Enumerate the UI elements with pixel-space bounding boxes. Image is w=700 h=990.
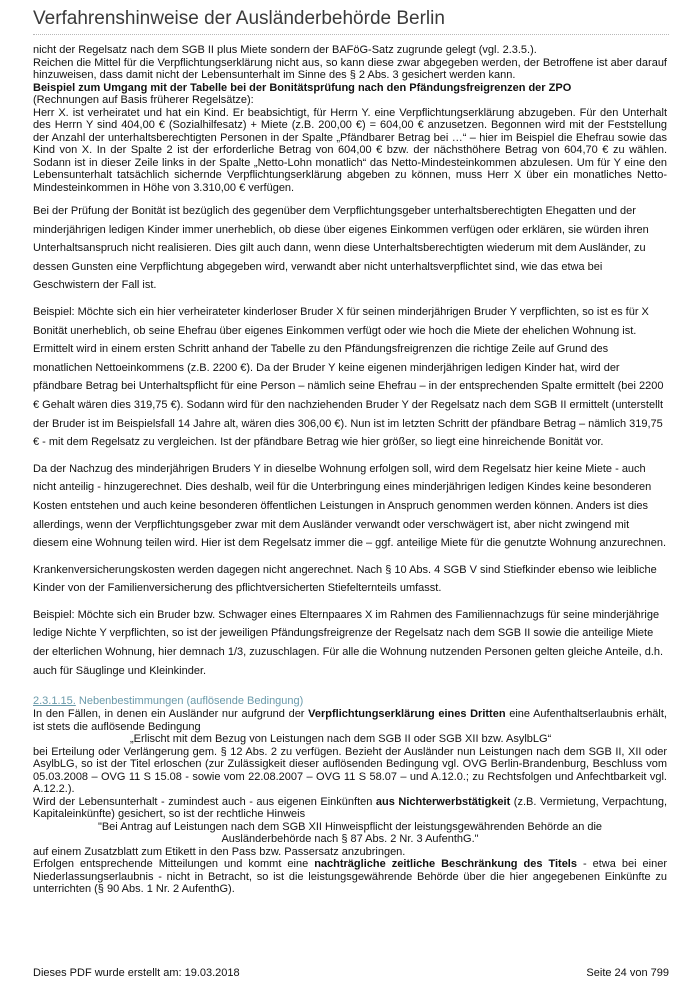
section-title: Nebenbestimmungen (auflösende Bedingung) [75, 695, 304, 708]
text-paragraph: Reichen die Mittel für die Verpflichtungserklärung nicht aus, so kann diese zwar abgegeben werden, der Betroffene ist aber darauf hinzuweisen, dass damit nicht der Lebensunterhalt im Sinne des § 2 Abs. 3 gesichert werden kann. [33, 56, 667, 81]
body-paragraph: Beispiel: Möchte sich ein hier verheirateter kinderloser Bruder X für seinen minderjährigen Bruder Y verpflichten, so ist es für X Bonität unerheblich, ob seine Ehefrau über eigenes Einkommen verfügt oder wie hoch die Miete der ehelichen Wohnung ist. Ermittelt wird in einem ersten Schritt anhand der Tabelle zu den Pfändungsfreigrenzen die richtige Zeile auf Grund des monatlichen Nettoeinkommens (z.B. 2200 €). Da der Bruder Y keine eigenen minderjährigen ledigen Kinder hat, wird der pfändbare Betrag bei Unterhaltspflicht für eine Person – nämlich seine Ehefrau – in der entsprechenden Spalte ermittelt (bei 2200 € Gehalt wären dies 319,75 €). Sodann wird für den nachziehenden Bruder Y der Regelsatz nach dem SGB II ermittelt (unterstellt der Bruder ist im Beispielsfall 14 Jahre alt, wären dies 306,00 €). Nun ist im letzten Schritt der pfändbare Betrag – nämlich 319,75 € - mit dem Regelsatz zu vergleichen. Ist der pfändbare Betrag wie hier größer, so liegt eine hinreichende Bonität vor. [33, 305, 664, 449]
text-run: (z.B. Vermietung, Verpachtung, Kapitaleinkünfte) gesichert, so ist der rechtliche Hinweis [33, 795, 668, 821]
section-number-link[interactable]: 2.3.1.15. [33, 695, 76, 708]
document-body [33, 44, 667, 896]
text-run: - etwa bei einer Niederlassungserlaubnis - nicht in Betracht, so ist die leistungsgewährende Behörde über die hier angegebenen Einkünfte zu unterrichten (§ 90 Abs. 1 Nr. 2 AufenthG). [33, 858, 667, 896]
body-paragraph: Beispiel: Möchte sich ein Bruder bzw. Schwager eines Elternpaares X im Rahmen des Familiennachzugs für seine minderjährige ledige Nichte Y verpflichten, so ist der jeweiligen Pfändungsfreigrenze der Regelsatz nach dem SGB II sowie die anteilige Miete der elterlichen Wohnung, hier demnach 1/3, zuzuschlagen. Für alle die Wohnung nutzenden Personen gelten gleiche Anteile, d.h. auch für Säuglinge und Kleinkinder. [33, 608, 664, 677]
notice-quote: "Bei Antrag auf Leistungen nach dem SGB XII Hinweispflicht der leistungsgewährenden Behörde an die Ausländerbehörde nach § 87 Abs. 2 Nr. 3 AufenthG." [97, 820, 603, 846]
condition-quote: „Erlischt mit dem Bezug von Leistungen nach dem SGB II oder SGB XII bzw. AsylbLG“ [130, 733, 552, 746]
section-heading[interactable] [33, 694, 667, 708]
page-title: Verfahrenshinweise der Ausländerbehörde Berlin [33, 8, 445, 29]
section-paragraph [33, 858, 667, 896]
creation-date: Dieses PDF wurde erstellt am: 19.03.2018 [33, 967, 240, 979]
text-run: In den Fällen, in denen ein Ausländer nur aufgrund der [33, 708, 309, 721]
section-paragraph: auf einem Zusatzblatt zum Etikett in den Pass bzw. Passersatz anzubringen. [33, 845, 406, 858]
page-number: Seite 24 von 799 [586, 967, 669, 979]
bold-text-run: nachträgliche zeitliche Beschränkung des Titels [314, 858, 577, 871]
example-subheading: (Rechnungen auf Basis früherer Regelsätze): [33, 94, 254, 106]
body-paragraph: Krankenversicherungskosten werden dagegen nicht angerechnet. Nach § 10 Abs. 4 SGB V sind Stiefkinder ebenso wie leibliche Kinder von der Familienversicherung des pflichtversicherten Stiefelternteils umfasst. [33, 563, 657, 595]
section-paragraph [33, 796, 667, 821]
example-text: Herr X. ist verheiratet und hat ein Kind. Er beabsichtigt, für Herrn Y. eine Verpflichtungserklärung abzugeben. Für den Unterhalt des Herrn Y sind 404,00 € (Sozialhilfesatz) + Miete (z.B. 200,00 €) = 604,00 € anzusetzen. Begonnen wird mit der Feststellung der Anzahl der unterhaltsberechtigten Personen in der Spalte „Pfändbarer Betrag bei …“ – hier im Beispiel die Ehefrau sowie das Kind von X. In der Spalte 2 ist der erforderliche Betrag von 604,00 € bzw. der nächsthöhere Betrag von 604,70 € zu wählen. Sodann ist in dieser Zeile links in der Spalte „Netto-Lohn monatlich“ das Netto-Mindesteinkommen abzulesen. Um für Y eine den Lebensunterhalt tatsächlich sichernde Verpflichtungserklärung abgeben zu können, muss Herr X über ein monatliches Netto- Mindesteinkommen in Höhe von 3.310,00 € verfügen. [33, 106, 667, 194]
page-header [33, 8, 669, 35]
text-line: nicht der Regelsatz nach dem SGB II plus Miete sondern der BAFöG-Satz zugrunde gelegt (vgl. 2.3.5.). [33, 44, 537, 56]
text-run: Wird der Lebensunterhalt - zumindest auch - aus eigenen Einkünften [33, 795, 376, 808]
text-run: eine Aufenthaltserlaubnis erhält, ist stets die auflösende Bedingung [33, 708, 667, 733]
body-paragraph: Bei der Prüfung der Bonität ist bezüglich des gegenüber dem Verpflichtungsgeber unterhaltsberechtigten Ehegatten und der minderjährigen ledigen Kinder immer unerheblich, ob diese über eigenes Einkommen verfügen oder erklären, sie würden ihren Unterhaltsanspruch nicht realisieren. Dies gilt auch dann, wenn diese Unterhaltsberechtigten wiederum mit dem Ausländer, zu dessen Gunsten eine Verpflichtung abgegeben wird, verwandt aber nicht unterhaltsverpflichtet sind, wie das etwa bei Geschwistern der Fall ist. [33, 205, 649, 292]
example-heading: Beispiel zum Umgang mit der Tabelle bei der Bonitätsprüfung nach den Pfändungsfreigrenzen der ZPO [33, 81, 572, 94]
section-paragraph: bei Erteilung oder Verlängerung gem. § 12 Abs. 2 zu verfügen. Bezieht der Ausländer nun Leistungen nach dem SGB II, XII oder AsylbLG, so ist der Titel erloschen (zur Zulässigkeit dieser auflösenden Bedingung vgl. OVG Berlin-Brandenburg, Beschluss vom 05.03.2008 – OVG 11 S 15.08 - sowie vom 22.08.2007 – OVG 11 S 58.07 – und A.12.0.; zu Rechtsfolgen und Anfechtbarkeit vgl. A.12.2.). [33, 745, 667, 796]
bold-text-run: Verpflichtungserklärung eines Dritten [308, 708, 506, 721]
text-run: Erfolgen entsprechende Mitteilungen und kommt eine [33, 858, 315, 871]
body-paragraph: Da der Nachzug des minderjährigen Bruders Y in dieselbe Wohnung erfolgen soll, wird dem Regelsatz hier keine Miete - auch nicht anteilig - hinzugerechnet. Dies deshalb, weil für die Unterbringung eines minderjährigen ledigen Kindes keine besonderen Kosten entstehen und auch keine besonderen öffentlichen Leistungen in Anspruch genommen werden können. Anders ist dies allerdings, wenn der Verpflichtungsgeber zwar mit dem Ausländer verwandt oder verschwägert ist, aber nicht zwingend mit diesem eine Wohnung teilen wird. Hier ist dem Regelsatz immer die – ggf. anteilige Miete für die genutzte Wohnung anzurechnen. [33, 462, 667, 550]
bold-text-run: aus Nichterwerbstätigkeit [375, 795, 511, 808]
section-paragraph [33, 708, 667, 733]
